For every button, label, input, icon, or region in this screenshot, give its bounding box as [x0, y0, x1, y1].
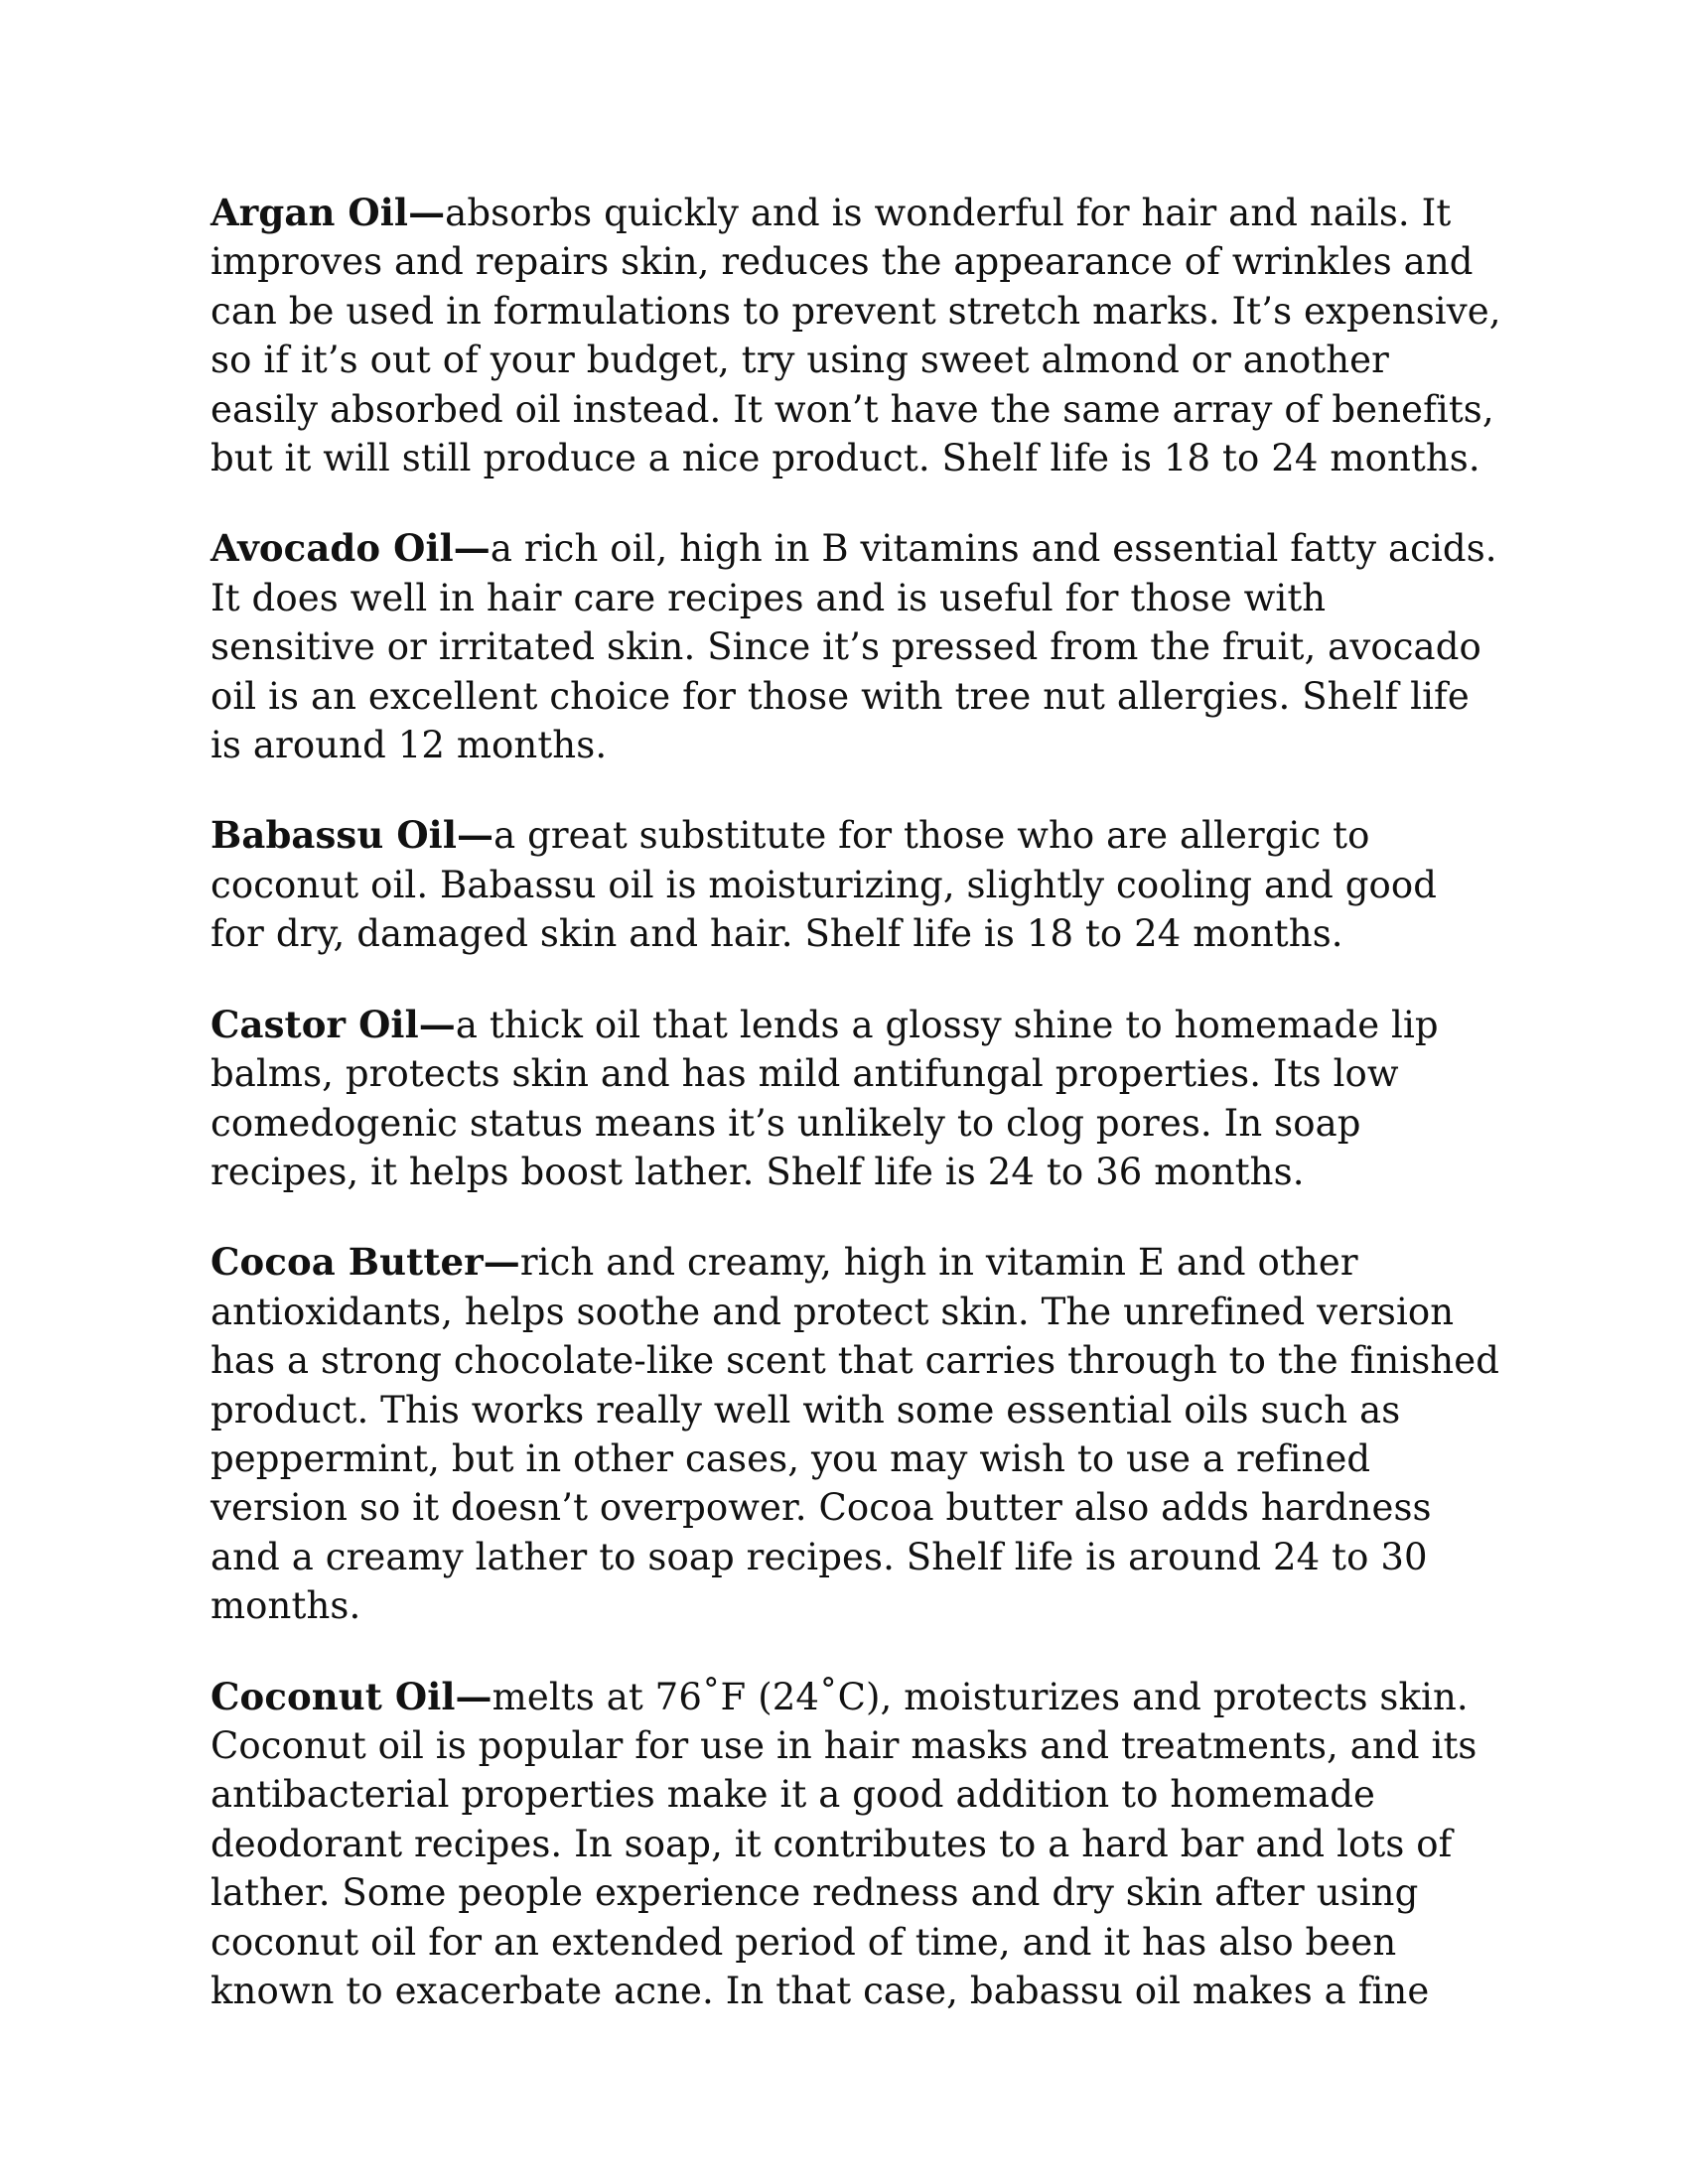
- entry-castor-oil: [211, 1001, 1501, 1197]
- entry-argan-oil: [211, 189, 1501, 482]
- entry-babassu-oil: [211, 811, 1501, 958]
- entry-avocado-oil: [211, 524, 1501, 769]
- entry-coconut-oil: [211, 1673, 1501, 2016]
- entry-term: Castor Oil—: [211, 1002, 456, 1046]
- entry-description: rich and creamy, high in vitamin E and other antioxidants, helps soothe and protect skin. The unrefined version has a strong chocolate-like scent that carries through to the finished product. This works really well with some essential oils such as peppermint, but in other cases, you may wish to use a refined version so it doesn’t overpower. Cocoa butter also adds hardness and a creamy lather to soap recipes. Shelf life is around 24 to 30 months.: [211, 1241, 1499, 1628]
- entry-description: a great substitute for those who are allergic to coconut oil. Babassu oil is moisturizing, slightly cooling and good for dry, damaged skin and hair. Shelf life is 18 to 24 months.: [211, 814, 1438, 956]
- entry-term: Avocado Oil—: [211, 526, 491, 571]
- entry-description: a thick oil that lends a glossy shine to homemade lip balms, protects skin and has mild antifungal properties. Its low comedogenic status means it’s unlikely to clog pores. In soap recipes, it helps boost lather. Shelf life is 24 to 36 months.: [211, 1003, 1439, 1193]
- entry-term: Coconut Oil—: [211, 1674, 492, 1718]
- entry-description: absorbs quickly and is wonderful for hair and nails. It improves and repairs skin, reduces the appearance of wrinkles and can be used in formulations to prevent stretch marks. It’s expensive, so if it’s out of your budget, try using sweet almond or another easily absorbed oil instead. It won’t have the same array of benefits, but it will still produce a nice product. Shelf life is 18 to 24 months.: [211, 192, 1501, 480]
- entry-term: Cocoa Butter—: [211, 1240, 520, 1285]
- page-content: [211, 189, 1501, 2057]
- entry-term: Babassu Oil—: [211, 813, 494, 858]
- entry-term: Argan Oil—: [211, 191, 446, 234]
- entry-description: a rich oil, high in B vitamins and essential fatty acids. It does well in hair care recipes and is useful for those with sensitive or irritated skin. Since it’s pressed from the fruit, avocado oil is an excellent choice for those with tree nut allergies. Shelf life is around 12 months.: [211, 527, 1497, 767]
- entry-cocoa-butter: [211, 1238, 1501, 1630]
- entry-description: melts at 76˚F (24˚C), moisturizes and protects skin. Coconut oil is popular for use in hair masks and treatments, and its antibacterial properties make it a good addition to homemade deodorant recipes. In soap, it contributes to a hard bar and lots of lather. Some people experience redness and dry skin after using coconut oil for an extended period of time, and it has also been known to exacerbate acne. In that case, babassu oil makes a fine: [211, 1675, 1477, 2012]
